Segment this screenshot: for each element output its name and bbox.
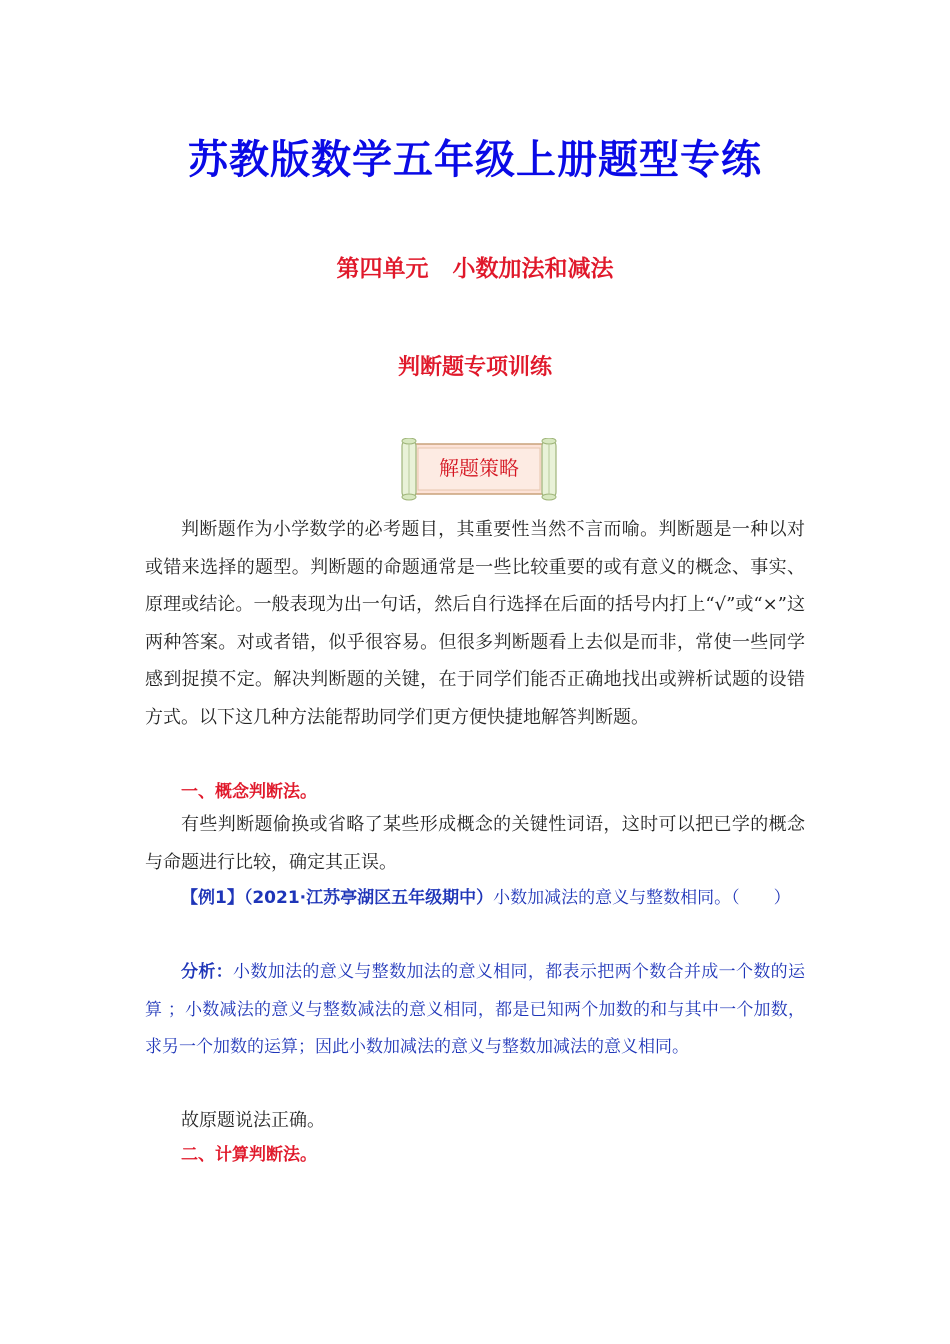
example1-block [145, 880, 805, 918]
unit-title: 第四单元 小数加法和减法 [336, 256, 614, 282]
method1-text: 有些判断题偷换或省略了某些形成概念的关键性词语，这时可以把已学的概念与命题进行比较，确定其正误。 [145, 814, 805, 873]
banner-label: 解题策略 [439, 456, 519, 480]
intro-paragraph: 判断题作为小学数学的必考题目，其重要性当然不言而喻。判断题是一种以对或错来选择的题型。判断题的命题通常是一些比较重要的或有意义的概念、事实、原理或结论。一般表现为出一句话，然后自行选择在后面的括号内打上“√”或“×”这两种答案。对或者错，似乎很容易。但很多判断题看上去似是而非，常使一些同学感到捉摸不定。解决判断题的关键，在于同学们能否正确地找出或辨析试题的设错方式。以下这几种方法能帮助同学们更方便快捷地解答判断题。 [145, 519, 805, 728]
example1-question: 小数加减法的意义与整数相同。（ ） [493, 888, 791, 908]
example1-analysis [145, 954, 805, 1067]
analysis-label: 分析： [181, 962, 234, 982]
analysis-text: 小数加法的意义与整数加法的意义相同，都表示把两个数合并成一个数的运算 ；小数减法的意义与整数减法的意义相同，都是已知两个加数的和与其中一个加数，求另一个加数的运算；因此小数加减法的意义与整数加减法的意义相同。 [145, 962, 806, 1057]
section-title: 判断题专项训练 [397, 355, 552, 380]
strategy-banner [398, 438, 560, 502]
method2-heading: 二、计算判断法。 [181, 1145, 317, 1165]
method1-heading: 一、概念判断法。 [181, 782, 317, 802]
main-title: 苏教版数学五年级上册题型专练 [188, 136, 762, 183]
example1-conclusion: 故原题说法正确。 [181, 1110, 325, 1131]
example1-tag: 【例1】（2021·江苏亭湖区五年级期中） [181, 888, 494, 908]
